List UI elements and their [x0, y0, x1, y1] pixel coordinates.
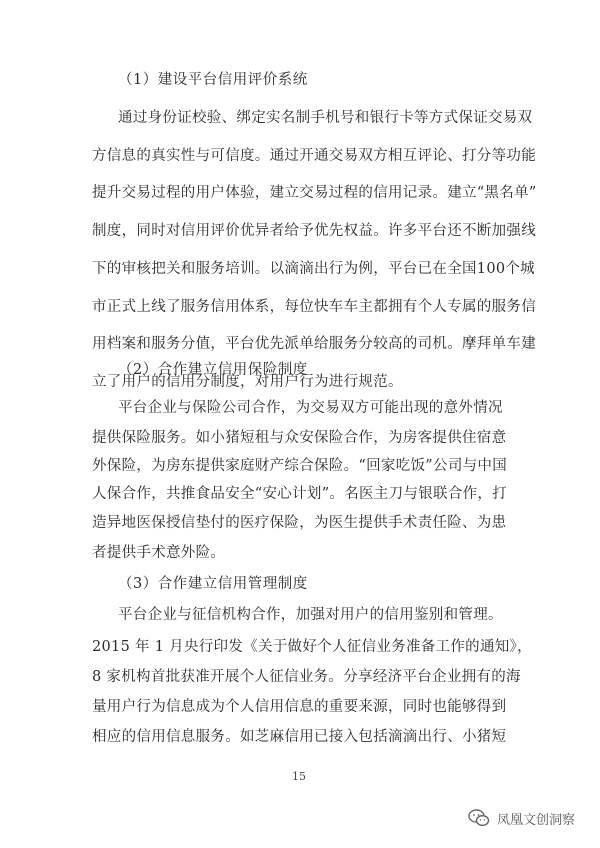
- text-line: 2015 年 1 月央行印发《关于做好个人征信业务准备工作的通知》，: [92, 639, 532, 655]
- watermark: [467, 806, 575, 830]
- text-line: 8 家机构首批获准开展个人征信业务。分享经济平台企业拥有的海: [92, 669, 521, 685]
- text-line: 平台企业与保险公司合作，为交易双方可能出现的意外情况: [118, 400, 503, 416]
- wechat-icon: [467, 806, 491, 830]
- text-line: 提升交易过程的用户体验，建立交易过程的信用记录。建立“黑名单”: [92, 185, 537, 201]
- text-line: 制度，同时对信用评价优异者给予优先权益。许多平台还不断加强线: [92, 223, 536, 239]
- text-line: 平台企业与征信机构合作，加强对用户的信用鉴别和管理。: [118, 607, 503, 623]
- text-line: 用档案和服务分值，平台优先派单给服务分较高的司机。摩拜单车建: [92, 336, 536, 352]
- text-line: 外保险，为房东提供家庭财产综合保险。“回家吃饭”公司与中国: [92, 458, 508, 474]
- text-line: 量用户行为信息成为个人信用信息的重要来源，同时也能够得到: [92, 699, 507, 715]
- section-heading-3: （3）合作建立信用管理制度: [118, 576, 308, 592]
- text-line: 通过身份证校验、绑定实名制手机号和银行卡等方式保证交易双: [118, 110, 533, 126]
- text-line: 人保合作，共推食品安全“安心计划”。名医主刀与银联合作，打: [92, 486, 508, 502]
- text-line: 提供保险服务。如小猪短租与众安保险合作，为房客提供住宿意: [92, 430, 507, 446]
- text-line: 市正式上线了服务信用体系，每位快车车主都拥有个人专属的服务信: [92, 299, 536, 315]
- text-line: 者提供手术意外险。: [92, 545, 226, 561]
- text-line: 方信息的真实性与可信度。通过开通交易双方相互评论、打分等功能: [92, 148, 536, 164]
- text-line: 立了用户的信用分制度，对用户行为进行规范。: [92, 374, 403, 390]
- text-line: 造异地医保授信垫付的医疗保险，为医生提供手术责任险、为患: [92, 515, 507, 531]
- text-line: 相应的信用信息服务。如芝麻信用已接入包括滴滴出行、小猪短: [92, 729, 507, 745]
- section-heading-2: （2）合作建立信用保险制度: [118, 362, 308, 378]
- watermark-text: 凤凰文创洞察: [497, 812, 576, 828]
- page-number: 15: [292, 770, 306, 783]
- text-line: 下的审核把关和服务培训。以滴滴出行为例，平台已在全国100个城: [92, 261, 535, 277]
- section-heading-1: （1）建设平台信用评价系统: [118, 72, 308, 88]
